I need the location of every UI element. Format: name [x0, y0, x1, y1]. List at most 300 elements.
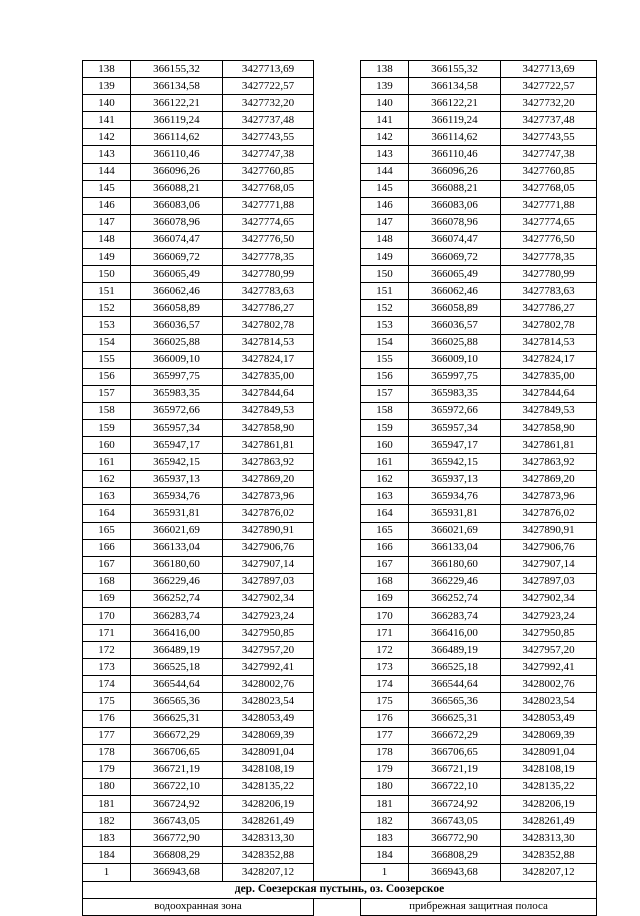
right-x-coordinate: 365931,81: [409, 505, 501, 522]
left-y-coordinate: 3427835,00: [223, 368, 314, 385]
right-y-coordinate: 3427713,69: [501, 61, 597, 78]
right-y-coordinate: 3427992,41: [501, 659, 597, 676]
table-row: [83, 402, 597, 419]
table-row: [83, 778, 597, 795]
right-point-number: 184: [361, 847, 409, 864]
right-x-coordinate: 366808,29: [409, 847, 501, 864]
left-y-coordinate: 3428352,88: [223, 847, 314, 864]
table-row: [83, 300, 597, 317]
left-point-number: 148: [83, 231, 131, 248]
left-point-number: 184: [83, 847, 131, 864]
table-row: [83, 676, 597, 693]
gap-cell: [314, 761, 361, 778]
left-x-coordinate: 365937,13: [131, 471, 223, 488]
right-y-coordinate: 3427869,20: [501, 471, 597, 488]
left-y-coordinate: 3428261,49: [223, 813, 314, 830]
left-x-coordinate: 366119,24: [131, 112, 223, 129]
table-row: [83, 129, 597, 146]
left-x-coordinate: 366062,46: [131, 283, 223, 300]
right-x-coordinate: 365934,76: [409, 488, 501, 505]
right-y-coordinate: 3427835,00: [501, 368, 597, 385]
right-point-number: 176: [361, 710, 409, 727]
left-x-coordinate: 366229,46: [131, 573, 223, 590]
right-y-coordinate: 3427858,90: [501, 419, 597, 436]
gap-cell: [314, 693, 361, 710]
left-y-coordinate: 3427902,34: [223, 590, 314, 607]
table-row: [83, 590, 597, 607]
left-y-coordinate: 3427783,63: [223, 283, 314, 300]
gap-cell: [314, 351, 361, 368]
left-point-number: 144: [83, 163, 131, 180]
gap-cell: [314, 642, 361, 659]
right-x-coordinate: 366544,64: [409, 676, 501, 693]
right-point-number: 153: [361, 317, 409, 334]
right-point-number: 164: [361, 505, 409, 522]
right-x-coordinate: 366155,32: [409, 61, 501, 78]
zone-gap-cell: [314, 898, 361, 915]
left-point-number: 167: [83, 556, 131, 573]
left-point-number: 156: [83, 368, 131, 385]
left-x-coordinate: 366069,72: [131, 249, 223, 266]
right-x-coordinate: 366114,62: [409, 129, 501, 146]
right-point-number: 162: [361, 471, 409, 488]
right-x-coordinate: 366122,21: [409, 95, 501, 112]
right-point-number: 147: [361, 214, 409, 231]
left-y-coordinate: 3427957,20: [223, 642, 314, 659]
right-y-coordinate: 3427902,34: [501, 590, 597, 607]
right-x-coordinate: 366021,69: [409, 522, 501, 539]
left-point-number: 177: [83, 727, 131, 744]
right-x-coordinate: 366565,36: [409, 693, 501, 710]
right-point-number: 152: [361, 300, 409, 317]
left-y-coordinate: 3427778,35: [223, 249, 314, 266]
right-x-coordinate: 366074,47: [409, 231, 501, 248]
right-point-number: 163: [361, 488, 409, 505]
table-row: [83, 539, 597, 556]
left-point-number: 171: [83, 625, 131, 642]
left-point-number: 142: [83, 129, 131, 146]
right-point-number: 138: [361, 61, 409, 78]
table-row: [83, 351, 597, 368]
right-x-coordinate: 366110,46: [409, 146, 501, 163]
left-x-coordinate: 366074,47: [131, 231, 223, 248]
table-row: [83, 522, 597, 539]
left-x-coordinate: 366122,21: [131, 95, 223, 112]
right-y-coordinate: 3427778,35: [501, 249, 597, 266]
zone-left-label: водоохранная зона: [83, 898, 314, 915]
table-row: [83, 727, 597, 744]
right-point-number: 158: [361, 402, 409, 419]
table-row: [83, 830, 597, 847]
left-point-number: 158: [83, 402, 131, 419]
right-x-coordinate: 365942,15: [409, 454, 501, 471]
right-y-coordinate: 3427743,55: [501, 129, 597, 146]
left-point-number: 174: [83, 676, 131, 693]
left-x-coordinate: 366133,04: [131, 539, 223, 556]
coordinates-table: [82, 60, 597, 916]
right-point-number: 171: [361, 625, 409, 642]
gap-cell: [314, 796, 361, 813]
left-x-coordinate: 366078,96: [131, 214, 223, 231]
right-point-number: 144: [361, 163, 409, 180]
table-row: [83, 556, 597, 573]
gap-cell: [314, 608, 361, 625]
left-point-number: 166: [83, 539, 131, 556]
gap-cell: [314, 625, 361, 642]
right-x-coordinate: 366416,00: [409, 625, 501, 642]
left-y-coordinate: 3427992,41: [223, 659, 314, 676]
left-point-number: 153: [83, 317, 131, 334]
left-y-coordinate: 3427844,64: [223, 385, 314, 402]
right-y-coordinate: 3427771,88: [501, 197, 597, 214]
table-row: [83, 847, 597, 864]
right-y-coordinate: 3427737,48: [501, 112, 597, 129]
left-point-number: 172: [83, 642, 131, 659]
left-point-number: 141: [83, 112, 131, 129]
table-row: [83, 61, 597, 78]
left-point-number: 143: [83, 146, 131, 163]
gap-cell: [314, 488, 361, 505]
left-y-coordinate: 3428069,39: [223, 727, 314, 744]
left-y-coordinate: 3428091,04: [223, 744, 314, 761]
gap-cell: [314, 847, 361, 864]
right-y-coordinate: 3428053,49: [501, 710, 597, 727]
left-y-coordinate: 3427768,05: [223, 180, 314, 197]
right-x-coordinate: 366133,04: [409, 539, 501, 556]
table-row: [83, 744, 597, 761]
left-x-coordinate: 366058,89: [131, 300, 223, 317]
table-row: [83, 368, 597, 385]
gap-cell: [314, 300, 361, 317]
right-point-number: 146: [361, 197, 409, 214]
right-point-number: 145: [361, 180, 409, 197]
left-y-coordinate: 3427897,03: [223, 573, 314, 590]
right-x-coordinate: 365947,17: [409, 437, 501, 454]
table-row: [83, 471, 597, 488]
right-point-number: 169: [361, 590, 409, 607]
gap-cell: [314, 556, 361, 573]
right-point-number: 149: [361, 249, 409, 266]
right-y-coordinate: 3427786,27: [501, 300, 597, 317]
right-point-number: 179: [361, 761, 409, 778]
left-x-coordinate: 366088,21: [131, 180, 223, 197]
right-y-coordinate: 3427890,91: [501, 522, 597, 539]
left-x-coordinate: 365934,76: [131, 488, 223, 505]
left-y-coordinate: 3427732,20: [223, 95, 314, 112]
right-x-coordinate: 366706,65: [409, 744, 501, 761]
left-y-coordinate: 3427923,24: [223, 608, 314, 625]
right-x-coordinate: 366062,46: [409, 283, 501, 300]
left-y-coordinate: 3428313,30: [223, 830, 314, 847]
right-point-number: 165: [361, 522, 409, 539]
right-x-coordinate: 366721,19: [409, 761, 501, 778]
right-point-number: 148: [361, 231, 409, 248]
gap-cell: [314, 368, 361, 385]
left-y-coordinate: 3427747,38: [223, 146, 314, 163]
left-x-coordinate: 366096,26: [131, 163, 223, 180]
left-point-number: 150: [83, 266, 131, 283]
table-row: [83, 573, 597, 590]
right-x-coordinate: 366625,31: [409, 710, 501, 727]
left-y-coordinate: 3428108,19: [223, 761, 314, 778]
left-x-coordinate: 365983,35: [131, 385, 223, 402]
right-y-coordinate: 3427873,96: [501, 488, 597, 505]
left-x-coordinate: 366134,58: [131, 78, 223, 95]
right-y-coordinate: 3427722,57: [501, 78, 597, 95]
right-point-number: 160: [361, 437, 409, 454]
table-row: [83, 608, 597, 625]
left-point-number: 180: [83, 778, 131, 795]
zone-labels-row: [83, 898, 597, 915]
right-x-coordinate: 366724,92: [409, 796, 501, 813]
left-point-number: 163: [83, 488, 131, 505]
right-point-number: 1: [361, 864, 409, 881]
right-x-coordinate: 366119,24: [409, 112, 501, 129]
right-point-number: 175: [361, 693, 409, 710]
table-row: [83, 505, 597, 522]
right-point-number: 143: [361, 146, 409, 163]
right-y-coordinate: 3427776,50: [501, 231, 597, 248]
gap-cell: [314, 659, 361, 676]
right-x-coordinate: 366525,18: [409, 659, 501, 676]
table-row: [83, 78, 597, 95]
left-point-number: 165: [83, 522, 131, 539]
gap-cell: [314, 539, 361, 556]
section-title: дер. Соезерская пустынь, оз. Соозерское: [83, 881, 597, 898]
gap-cell: [314, 180, 361, 197]
gap-cell: [314, 385, 361, 402]
left-y-coordinate: 3427849,53: [223, 402, 314, 419]
gap-cell: [314, 249, 361, 266]
table-row: [83, 488, 597, 505]
right-x-coordinate: 366083,06: [409, 197, 501, 214]
right-point-number: 142: [361, 129, 409, 146]
right-point-number: 161: [361, 454, 409, 471]
right-y-coordinate: 3427861,81: [501, 437, 597, 454]
right-y-coordinate: 3427907,14: [501, 556, 597, 573]
left-x-coordinate: 366724,92: [131, 796, 223, 813]
left-x-coordinate: 366706,65: [131, 744, 223, 761]
left-y-coordinate: 3427814,53: [223, 334, 314, 351]
gap-cell: [314, 163, 361, 180]
left-y-coordinate: 3428002,76: [223, 676, 314, 693]
right-point-number: 156: [361, 368, 409, 385]
right-y-coordinate: 3427923,24: [501, 608, 597, 625]
left-point-number: 160: [83, 437, 131, 454]
table-row: [83, 625, 597, 642]
left-point-number: 157: [83, 385, 131, 402]
table-row: [83, 197, 597, 214]
table-row: [83, 864, 597, 881]
left-point-number: 183: [83, 830, 131, 847]
left-x-coordinate: 366672,29: [131, 727, 223, 744]
right-y-coordinate: 3428091,04: [501, 744, 597, 761]
right-y-coordinate: 3427849,53: [501, 402, 597, 419]
left-x-coordinate: 366110,46: [131, 146, 223, 163]
left-x-coordinate: 366283,74: [131, 608, 223, 625]
right-y-coordinate: 3427863,92: [501, 454, 597, 471]
left-x-coordinate: 366625,31: [131, 710, 223, 727]
right-y-coordinate: 3427844,64: [501, 385, 597, 402]
gap-cell: [314, 778, 361, 795]
right-point-number: 180: [361, 778, 409, 795]
right-x-coordinate: 366180,60: [409, 556, 501, 573]
gap-cell: [314, 266, 361, 283]
right-point-number: 151: [361, 283, 409, 300]
right-x-coordinate: 366229,46: [409, 573, 501, 590]
right-y-coordinate: 3427783,63: [501, 283, 597, 300]
left-y-coordinate: 3427722,57: [223, 78, 314, 95]
left-point-number: 140: [83, 95, 131, 112]
right-x-coordinate: 366489,19: [409, 642, 501, 659]
gap-cell: [314, 830, 361, 847]
gap-cell: [314, 744, 361, 761]
right-point-number: 183: [361, 830, 409, 847]
table-row: [83, 437, 597, 454]
right-x-coordinate: 365972,66: [409, 402, 501, 419]
gap-cell: [314, 129, 361, 146]
right-x-coordinate: 366943,68: [409, 864, 501, 881]
left-y-coordinate: 3427950,85: [223, 625, 314, 642]
right-y-coordinate: 3427950,85: [501, 625, 597, 642]
left-point-number: 159: [83, 419, 131, 436]
right-y-coordinate: 3427957,20: [501, 642, 597, 659]
right-x-coordinate: 366088,21: [409, 180, 501, 197]
gap-cell: [314, 95, 361, 112]
right-x-coordinate: 366058,89: [409, 300, 501, 317]
right-y-coordinate: 3428206,19: [501, 796, 597, 813]
right-x-coordinate: 365937,13: [409, 471, 501, 488]
right-y-coordinate: 3428135,22: [501, 778, 597, 795]
right-y-coordinate: 3428352,88: [501, 847, 597, 864]
gap-cell: [314, 214, 361, 231]
left-y-coordinate: 3428053,49: [223, 710, 314, 727]
left-y-coordinate: 3427906,76: [223, 539, 314, 556]
left-x-coordinate: 366565,36: [131, 693, 223, 710]
right-point-number: 139: [361, 78, 409, 95]
table-row: [83, 642, 597, 659]
left-y-coordinate: 3427869,20: [223, 471, 314, 488]
table-row: [83, 385, 597, 402]
left-point-number: 182: [83, 813, 131, 830]
left-point-number: 149: [83, 249, 131, 266]
right-y-coordinate: 3428207,12: [501, 864, 597, 881]
right-x-coordinate: 365983,35: [409, 385, 501, 402]
gap-cell: [314, 676, 361, 693]
left-x-coordinate: 366025,88: [131, 334, 223, 351]
gap-cell: [314, 710, 361, 727]
right-point-number: 177: [361, 727, 409, 744]
right-point-number: 170: [361, 608, 409, 625]
table-row: [83, 249, 597, 266]
left-point-number: 155: [83, 351, 131, 368]
right-point-number: 166: [361, 539, 409, 556]
left-y-coordinate: 3427861,81: [223, 437, 314, 454]
left-point-number: 146: [83, 197, 131, 214]
coordinates-document: [82, 60, 596, 916]
left-x-coordinate: 366180,60: [131, 556, 223, 573]
left-point-number: 147: [83, 214, 131, 231]
right-x-coordinate: 366722,10: [409, 778, 501, 795]
table-row: [83, 146, 597, 163]
table-row: [83, 214, 597, 231]
table-row: [83, 317, 597, 334]
right-y-coordinate: 3428023,54: [501, 693, 597, 710]
left-x-coordinate: 366021,69: [131, 522, 223, 539]
right-x-coordinate: 366036,57: [409, 317, 501, 334]
left-x-coordinate: 366943,68: [131, 864, 223, 881]
table-row: [83, 796, 597, 813]
right-y-coordinate: 3427814,53: [501, 334, 597, 351]
left-y-coordinate: 3427802,78: [223, 317, 314, 334]
gap-cell: [314, 197, 361, 214]
coordinates-rows: [83, 61, 597, 882]
left-y-coordinate: 3427737,48: [223, 112, 314, 129]
gap-cell: [314, 437, 361, 454]
right-x-coordinate: 366134,58: [409, 78, 501, 95]
left-y-coordinate: 3427743,55: [223, 129, 314, 146]
right-point-number: 173: [361, 659, 409, 676]
gap-cell: [314, 454, 361, 471]
left-x-coordinate: 365942,15: [131, 454, 223, 471]
right-y-coordinate: 3427774,65: [501, 214, 597, 231]
table-row: [83, 283, 597, 300]
right-x-coordinate: 366252,74: [409, 590, 501, 607]
left-x-coordinate: 365957,34: [131, 419, 223, 436]
right-y-coordinate: 3428002,76: [501, 676, 597, 693]
right-y-coordinate: 3427897,03: [501, 573, 597, 590]
right-y-coordinate: 3428069,39: [501, 727, 597, 744]
left-y-coordinate: 3427713,69: [223, 61, 314, 78]
left-point-number: 169: [83, 590, 131, 607]
right-point-number: 154: [361, 334, 409, 351]
gap-cell: [314, 813, 361, 830]
table-row: [83, 419, 597, 436]
left-y-coordinate: 3428023,54: [223, 693, 314, 710]
right-x-coordinate: 365957,34: [409, 419, 501, 436]
left-y-coordinate: 3427786,27: [223, 300, 314, 317]
table-row: [83, 266, 597, 283]
left-x-coordinate: 366083,06: [131, 197, 223, 214]
gap-cell: [314, 864, 361, 881]
right-x-coordinate: 366078,96: [409, 214, 501, 231]
left-y-coordinate: 3428207,12: [223, 864, 314, 881]
gap-cell: [314, 522, 361, 539]
right-point-number: 172: [361, 642, 409, 659]
right-y-coordinate: 3427876,02: [501, 505, 597, 522]
table-row: [83, 231, 597, 248]
left-point-number: 152: [83, 300, 131, 317]
gap-cell: [314, 112, 361, 129]
right-point-number: 167: [361, 556, 409, 573]
gap-cell: [314, 402, 361, 419]
right-x-coordinate: 366096,26: [409, 163, 501, 180]
left-y-coordinate: 3427876,02: [223, 505, 314, 522]
gap-cell: [314, 590, 361, 607]
left-x-coordinate: 366252,74: [131, 590, 223, 607]
gap-cell: [314, 61, 361, 78]
gap-cell: [314, 505, 361, 522]
right-y-coordinate: 3428313,30: [501, 830, 597, 847]
left-x-coordinate: 366743,05: [131, 813, 223, 830]
gap-cell: [314, 78, 361, 95]
left-point-number: 179: [83, 761, 131, 778]
right-y-coordinate: 3427760,85: [501, 163, 597, 180]
left-point-number: 162: [83, 471, 131, 488]
left-point-number: 139: [83, 78, 131, 95]
gap-cell: [314, 146, 361, 163]
right-x-coordinate: 366283,74: [409, 608, 501, 625]
